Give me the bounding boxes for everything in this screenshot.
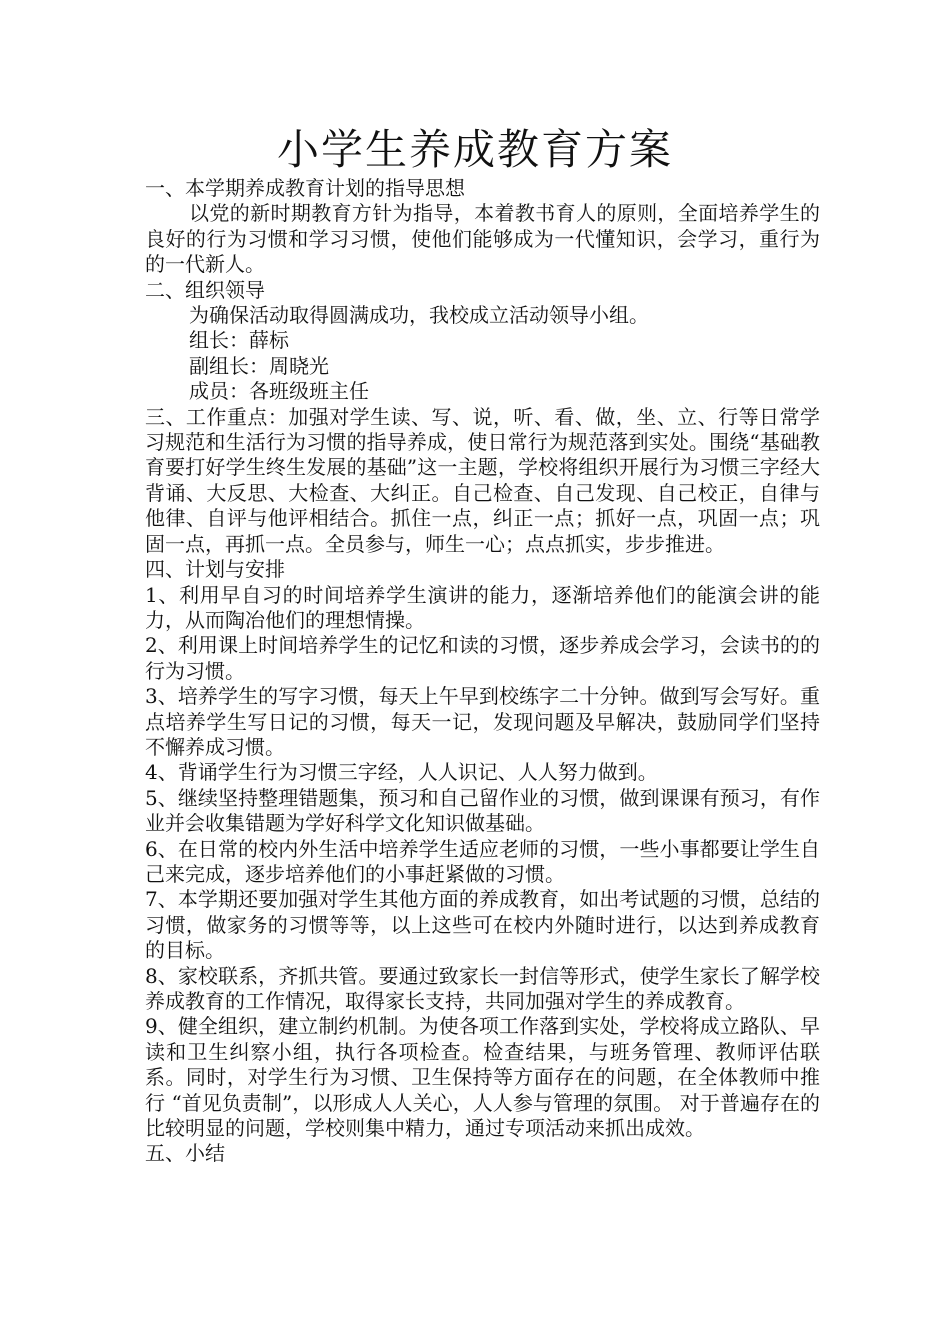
plan-item-1: 1、利用早自习的时间培养学生演讲的能力，逐渐培养他们的能演会讲的能力，从而陶冶他们的理想情操。 [145,582,820,632]
plan-item-8: 8、家校联系，齐抓共管。要通过致家长一封信等形式，使学生家长了解学校养成教育的工作情况，取得家长支持，共同加强对学生的养成教育。 [145,963,820,1013]
paragraph-work-focus: 三、工作重点：加强对学生读、写、说，听、看、做，坐、立、行等日常学习规范和生活行为习惯的指导养成，使日常行为规范落到实处。围绕“基础教育要打好学生终生发展的基础”这一主题，学校将组织开展行为习惯三字经大背诵、大反思、大检查、大纠正。自己检查、自己发现、自己校正，自律与他律、自评与他评相结合。抓住一点，纠正一点；抓好一点，巩固一点；巩固一点，再抓一点。全员参与，师生一心；点点抓实，步步推进。 [145,404,820,556]
section-heading-plan: 四、计划与安排 [145,557,285,582]
plan-item-5: 5、继续坚持整理错题集，预习和自己留作业的习惯，做到课课有预习，有作业并会收集错题为学好科学文化知识做基础。 [145,785,820,836]
document-title: 小学生养成教育方案 [276,125,673,174]
plan-item-4: 4、背诵学生行为习惯三字经，人人识记、人人努力做到。 [145,760,658,785]
paragraph-leadership-group: 为确保活动取得圆满成功，我校成立活动领导小组。 [189,303,649,328]
section-heading-summary: 五、小结 [145,1141,225,1166]
plan-item-7: 7、本学期还要加强对学生其他方面的养成教育，如出考试题的习惯，总结的习惯，做家务的习惯等等，以上这些可在校内外随时进行，以达到养成教育的目标。 [145,887,820,963]
paragraph-members: 成员：各班级班主任 [189,379,369,404]
plan-item-3: 3、培养学生的写字习惯，每天上午早到校练字二十分钟。做到写会写好。重点培养学生写日记的习惯，每天一记，发现问题及早解决，鼓励同学们坚持不懈养成习惯。 [145,684,820,759]
paragraph-guiding-ideology: 以党的新时期教育方针为指导，本着教书育人的原则，全面培养学生的良好的行为习惯和学习习惯，使他们能够成为一代懂知识，会学习，重行为的一代新人。 [145,201,820,277]
plan-item-6: 6、在日常的校内外生活中培养学生适应老师的习惯，一些小事都要让学生自己来完成，逐步培养他们的小事赶紧做的习惯。 [145,836,820,886]
paragraph-deputy-leader: 副组长：周晓光 [189,353,329,378]
document-body [145,176,820,1167]
plan-item-2: 2、利用课上时间培养学生的记忆和读的习惯，逐步养成会学习，会读书的的行为习惯。 [145,633,820,683]
paragraph-group-leader: 组长：薛标 [189,328,289,353]
section-heading-organization: 二、组织领导 [145,277,265,302]
plan-item-9: 9、健全组织，建立制约机制。为使各项工作落到实处，学校将成立路队、早读和卫生纠察小组，执行各项检查。检查结果，与班务管理、教师评估联系。同时，对学生行为习惯、卫生保持等方面存在的问题，在全体教师中推行 “首见负责制”，以形成人人关心，人人参与管理的氛围。 对于普遍存在的比较明显的问题，学校则集中精力，通过专项活动来抓出成效。 [145,1014,820,1141]
section-heading-guiding-ideology: 一、本学期养成教育计划的指导思想 [145,176,465,200]
